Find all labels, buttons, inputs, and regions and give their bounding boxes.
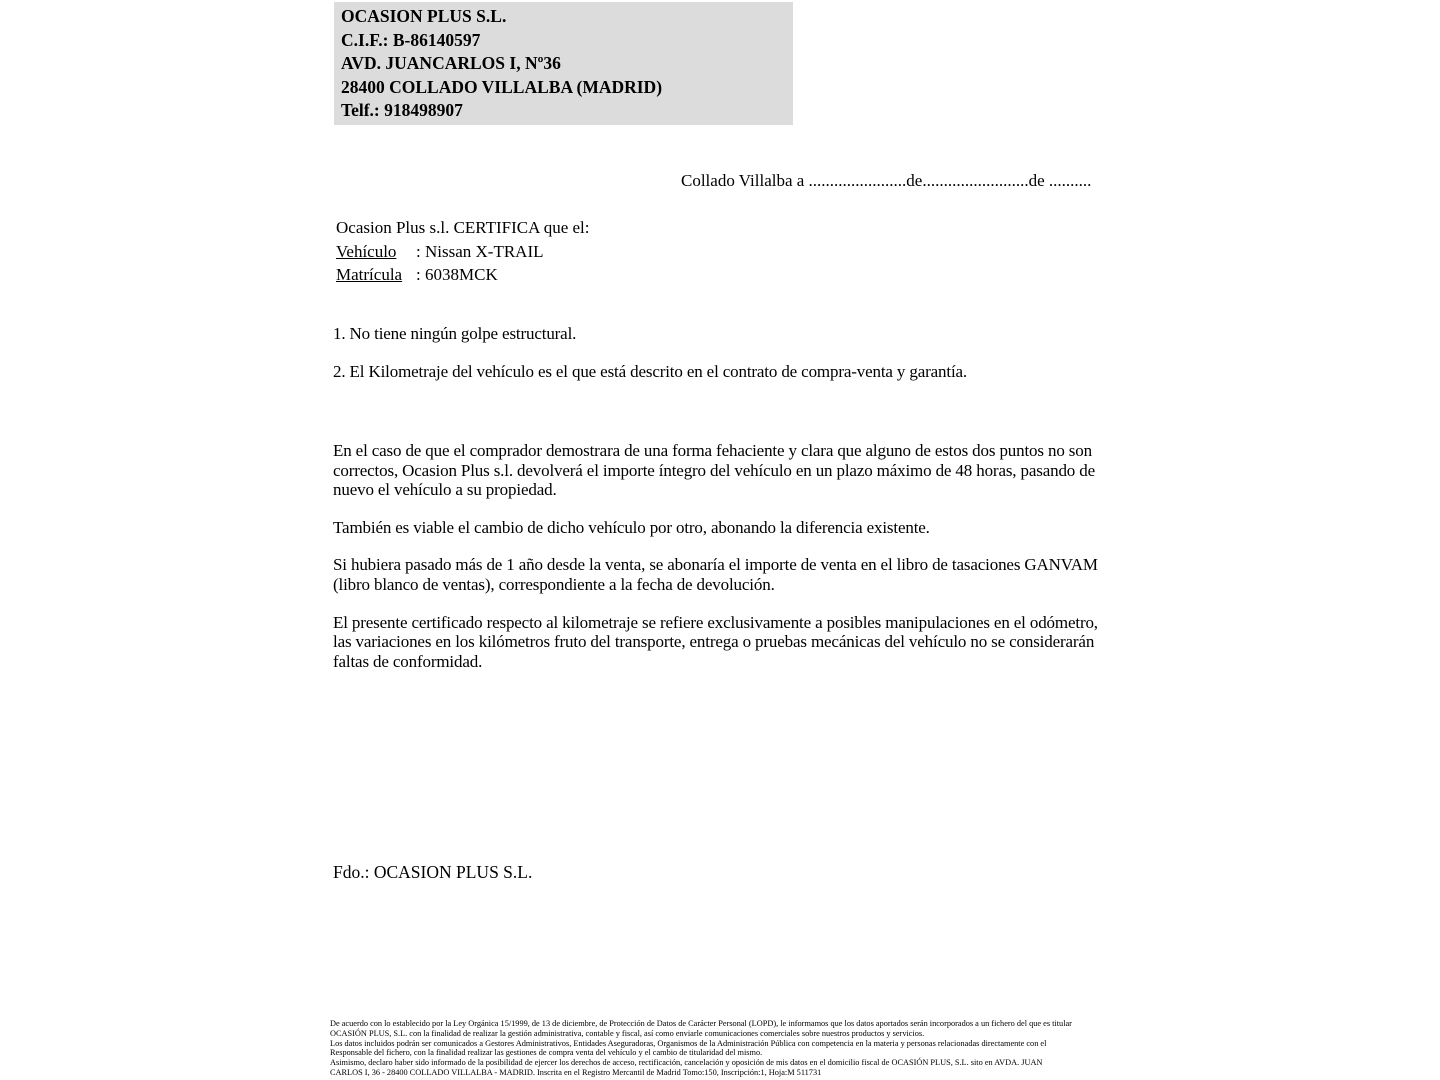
certificate-body: [333, 441, 1099, 689]
condition-mileage: 2. El Kilometraje del vehículo es el que está descrito en el contrato de compra-venta y garantía.: [333, 362, 968, 382]
plate-value: 6038MCK: [424, 265, 498, 284]
plate-label: Matrícula: [336, 265, 403, 284]
conditions-list: [333, 324, 967, 400]
vehicle-label: Vehículo: [336, 241, 397, 261]
legal-line: Asimismo, declaro haber sido informado de la posibilidad de ejercer los derechos de acceso, rectificación, cancelación y oposición de mis datos en el domicilio fiscal de OCASIÓN PLUS, S.L. sito en AVDA. JUAN: [330, 1058, 1043, 1068]
signature-line: Fdo.: OCASION PLUS S.L.: [333, 862, 533, 882]
certify-block: [336, 216, 590, 287]
company-phone: Telf.: 918498907: [341, 100, 463, 121]
legal-line: CARLOS I, 36 - 28400 COLLADO VILLALBA - MADRID. Inscrita en el Registro Mercantil de Madrid Tomo:150, Inscripción:1, Hoja:M 511731: [330, 1067, 822, 1077]
legal-fine-print: [330, 1019, 1110, 1078]
legal-line: OCASIÓN PLUS, S.L. con la finalidad de realizar la gestión administrativa, contable y fiscal, así como enviarle comunicaciones comerciales sobre nuestros productos y servicios.: [330, 1028, 925, 1038]
vehicle-row: [336, 240, 590, 264]
paragraph-ganvam: Si hubiera pasado más de 1 año desde la venta, se abonaría el importe de venta en el libro de tasaciones GANVAM (libro blanco de ventas), correspondiente a la fecha de devolución.: [333, 555, 1098, 594]
company-header-box: [334, 2, 793, 125]
legal-line: Los datos incluidos podrán ser comunicados a Gestores Administrativos, Entidades Aseguradoras, Organismos de la Administración Pública con competencia en la materia y personas relacionadas directamente con el: [330, 1038, 1047, 1048]
date-line: Collado Villalba a .......................de.........................de ..........: [681, 171, 1092, 190]
company-cif: C.I.F.: B-86140597: [341, 29, 481, 50]
plate-separator: :: [416, 265, 421, 284]
condition-structural: 1. No tiene ningún golpe estructural.: [333, 324, 577, 343]
certify-intro: Ocasion Plus s.l. CERTIFICA que el:: [336, 218, 590, 237]
paragraph-exchange: También es viable el cambio de dicho vehículo por otro, abonando la diferencia existente.: [333, 517, 930, 537]
paragraph-odometer: El presente certificado respecto al kilometraje se refiere exclusivamente a posibles manipulaciones en el odómetro, las variaciones en los kilómetros fruto del transporte, entrega o pruebas mecánicas del vehículo no se considerarán faltas de conformidad.: [333, 612, 1098, 671]
plate-row: [336, 263, 590, 287]
legal-line: De acuerdo con lo establecido por la Ley Orgánica 15/1999, de 13 de diciembre, de Protección de Datos de Carácter Personal (LOPD), le informamos que los datos aportados serán incorporados a un fichero del que es titular: [330, 1019, 1072, 1028]
company-city: 28400 COLLADO VILLALBA (MADRID): [341, 76, 663, 97]
vehicle-value: Nissan X-TRAIL: [424, 241, 544, 261]
legal-line: Responsable del fichero, con la finalidad realizar las gestiones de compra venta del vehículo y el cambio de titularidad del mismo.: [330, 1048, 763, 1058]
company-address: AVD. JUANCARLOS I, Nº36: [341, 53, 561, 74]
paragraph-refund: En el caso de que el comprador demostrara de una forma fehaciente y clara que alguno de estos dos puntos no son correctos, Ocasion Plus s.l. devolverá el importe íntegro del vehículo en un plazo máximo de 48 horas, pasando de nuevo el vehículo a su propiedad.: [333, 441, 1096, 500]
company-name: OCASION PLUS S.L.: [341, 6, 507, 26]
vehicle-separator: :: [416, 241, 421, 261]
